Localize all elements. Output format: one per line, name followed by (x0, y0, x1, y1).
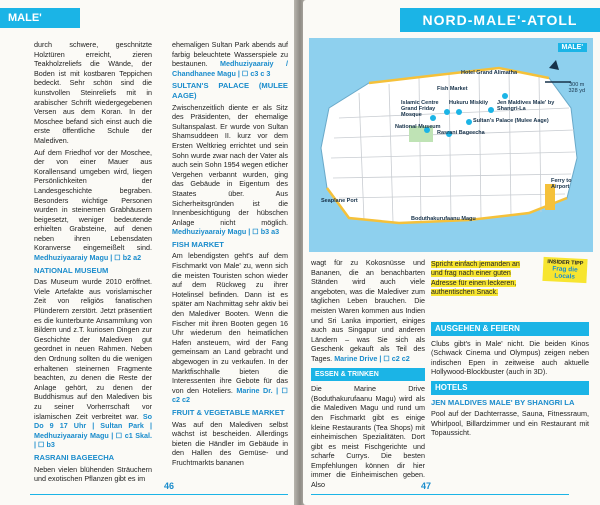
paragraph (311, 258, 425, 364)
map-title-tag: MALE' (558, 43, 588, 52)
section-band: ESSEN & TRINKEN (311, 368, 425, 382)
paragraph (172, 103, 288, 237)
paragraph-text: ehemaligen Sultan Park abends auf farbig beleuchtete Wasserspiele zu bestaunen. (172, 40, 288, 69)
insider-tip-text (431, 260, 531, 297)
footer-line (311, 494, 569, 495)
paragraph-text: Das Museum wurde 2010 eröffnet. Viele Artefakte aus vorislamischer Zeit von religiös fanatischen Plünderern zerstört. Jetzt präsentiert es die kunterbunte Ansammlung von Bildern und z.T. kuriosen Dingen zur Geschichte der Malediven gut geordnet in neuen Rahmen. Neben den Ordnung sollten du die wenigen erhaltenen steinernen Fragmente beachten, zu denen die Reste der Anlage gehört, zu denen der Buddhismus auf den Malediven bis zu seiner Vorherrschaft vor islamischen Zeit verbreitet war. (34, 277, 152, 421)
section-heading: NATIONAL MUSEUM (34, 265, 109, 275)
map-label-rasrani: Rasrani Bageecha (437, 130, 485, 136)
paragraph: Was auf den Malediven selbst wächst ist bescheiden. Allerdings bieten die Händler im Gebäude in den Hallen des Gemüse- und Fruchtmarkts bananen (172, 419, 288, 467)
section-heading: JEN MALDIVES MALE' BY SHANGRI LA (431, 397, 575, 407)
poi-marker-icon (456, 109, 462, 115)
section-heading: SULTAN'S PALACE (MULEE AAGE) (172, 81, 288, 100)
right-page (303, 0, 600, 505)
badge-title: Frag die Locals (552, 265, 578, 281)
section-band: AUSGEHEN & FEIERN (431, 322, 589, 336)
map-label-islamic-centre: Islamic Centre Grand Friday Mosque (401, 100, 439, 118)
footer-line (30, 494, 288, 495)
address-ref: So Do 9 17 Uhr | Sultan Park | Medhuziyaaraiy Magu | ☐ c1 Skal. | (34, 411, 153, 450)
paragraph: Die Marine Drive (Boduthakurufaanu Magu) wird als die Malediven Magu und rund um den Fischmarkt gibt es einige kleine Restaurants (Tea Shops) mit einheimischen Spezialitäten. Dort gibt es meist Fischgerichte und scharfe Currys. Die besten Empfehlungen können dir hier immer die Einheimischen geben. Also (311, 384, 425, 490)
address-ref: ☐ b3 (38, 440, 55, 450)
map-label-hukuru: Hukuru Miskiiy (449, 100, 489, 106)
address-ref: Medhuziyaaraiy Magu | ☐ b2 a2 (34, 253, 142, 263)
poi-marker-icon (488, 107, 494, 113)
paragraph: Pool auf der Dachterrasse, Sauna, Fitnessraum, Whirlpool, Billardzimmer und ein Restaurant mit Topaussicht. (431, 409, 589, 438)
right-column-2 (431, 318, 589, 440)
north-arrow-icon (549, 60, 559, 70)
address-ref: Medhuziyaaraiy / Chandhanee Magu | ☐ c3 c 3 (172, 59, 288, 78)
address-ref: Medhuziyaaraiy Magu | ☐ b3 a3 (172, 227, 280, 237)
scale-label: 300 m 328 yd (568, 82, 585, 94)
paragraph (34, 277, 152, 450)
left-column-1 (34, 40, 152, 486)
left-page (0, 0, 297, 505)
paragraph: Clubs gibt's in Male' nicht. Die beiden Kinos (Schwack Cinema und Olympus) zeigen neben indischen Epen in zeitweise auch aktuelle Hollywood-Blockbuster (auch in 3D). (431, 338, 589, 377)
insider-tip-badge (542, 257, 587, 283)
page-number: 47 (421, 481, 432, 491)
map-label-seaplane: Seaplane Port (321, 198, 358, 204)
paragraph-text: Zwischenzeitlich diente er als Sitz des Präsidenten, der ehemalige Sultanspalast. Er wurde von Sultan Shamsuddeen II. kurz vor dem Ersten Weltkrieg errichtet und sein Sohn wurde zwar nach der Vater als auch sein Sohn 1954 wegen etlicher Vergehen verbannt wurden, ging das Gebäude in Eigentum des Staates über. Aus Sicherheitsgründen ist die Innenbesichtigung der hübschen Anlage nicht möglich. (172, 102, 288, 227)
poi-marker-icon (502, 93, 508, 99)
left-column-2 (172, 40, 288, 470)
paragraph-text: Am lebendigsten geht's auf dem Fischmarkt von Male' zu, wenn sich die meisten Touristen schon wieder auf dem Rückweg zu ihrer Hotelinsel befinden. Dann ist es später am Nachmittag sehr aktiv bei den Malediver Booten. Wenn die Fischer mit ihren Booten gegen 16 Uhr wiederum den heimatlichen Hafen ansteuern, wird der Fang gemeinsam an Land gebracht und abgewogen in zu verkaufen. In der Marktfischhalle bieten die Interessenten ihre Gebote für das von den Hoteliers. (172, 251, 288, 395)
section-heading: FISH MARKET (172, 239, 224, 249)
map-label-ferry: Ferry to Airport (551, 178, 572, 190)
address-ref: Marine Drive | ☐ c2 c2 (334, 353, 410, 363)
chapter-tab-left: MALE' (0, 8, 80, 28)
badge-label: INSIDER TIPP (547, 259, 584, 267)
section-heading: RASRANI BAGEECHA (34, 452, 115, 462)
paragraph-text: wagt für zu Kokosnüsse und Bananen, die an benachbarten Ständen wird auch viele angeboten, was die Malediver zum täglichen Leben brauchen. Die meisten Waren kommen aus Indien und Sri Lanka importiert, einiges auch aus Singapur und anderen Ländern – was Sie sich als Geschenk gekauft als Teil des Tages. (311, 258, 425, 363)
map-label-hotel: Hotel Grand Alimatha (461, 70, 518, 76)
tip-highlight: Spricht einfach jemanden an und frag nach einer guten Adresse für einen leckeren, authentischen Snack. (431, 261, 520, 296)
poi-marker-icon (466, 119, 472, 125)
section-heading: FRUIT & VEGETABLE MARKET (172, 407, 285, 417)
section-band: HOTELS (431, 381, 589, 395)
map-label-national-museum: National Museum (395, 124, 441, 130)
map-label-road: Boduthakurufaanu Magu (411, 216, 476, 222)
paragraph: durch schwere, geschnitzte Holztüren erreicht, zieren Teakholzreliefs die Wände, der Boden ist mit kostbaren Teppichen bedeckt. Sehr schön sind die kunstvollen Steinreliefs mit in arabischer Schrift wiedergegebenen Versen aus dem Koran. In der Moschee befand sich einst auch die erste öffentliche Schule der Malediven. (34, 40, 152, 145)
map-label-sultans-palace: Sultan's Palace (Mulee Aage) (473, 118, 549, 124)
right-column-1 (311, 258, 425, 492)
paragraph (172, 40, 288, 78)
city-map (309, 38, 593, 252)
page-number: 46 (164, 481, 175, 491)
address-ref: Marine Dr. | ☐ c2 c2 (172, 385, 289, 405)
map-label-fish-market: Fish Market (437, 86, 468, 92)
paragraph-text: Auf dem Friedhof vor der Moschee, der von einer Mauer aus Korallensand umgeben wird, liegen Persönlichkeiten der Landesgeschichte begraben. Besonders wichtige Personen wurden in steinernen Grabhäusern beigesetzt, weniger bedeutende erhielten Grabsteine, auf denen neben ihren Lebensdaten Koranverse eingemeißelt sind. (34, 147, 152, 253)
chapter-tab-right: NORD-MALE'-ATOLL (400, 8, 600, 32)
map-label-jen: Jen Maldives Male' by Shangri-La (497, 100, 555, 112)
paragraph: Neben vielen blühenden Sträuchern und exotischen Pflanzen gibt es im (34, 464, 152, 484)
paragraph (172, 251, 288, 405)
paragraph (34, 148, 152, 263)
